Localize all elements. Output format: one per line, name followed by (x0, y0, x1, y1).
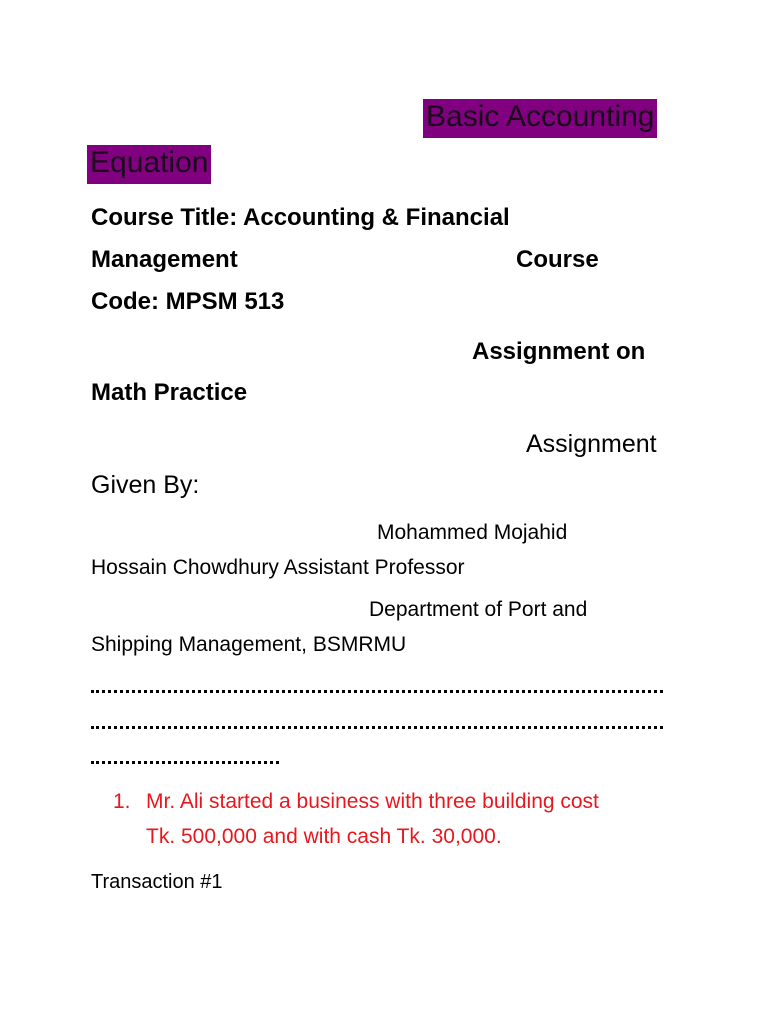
dotted-separator (91, 726, 663, 731)
course-code-line: Code: MPSM 513 (91, 288, 285, 315)
teacher-name-line-1: Mohammed Mojahid (377, 521, 568, 544)
dotted-separator (91, 690, 663, 695)
department-line-2: Shipping Management, BSMRMU (91, 633, 407, 656)
dotted-separator (91, 761, 279, 766)
department-line-1: Department of Port and (369, 598, 588, 621)
assignment-heading-line-2: Math Practice (91, 379, 248, 406)
title-line-1: Basic Accounting (423, 99, 657, 138)
title-line-2: Equation (87, 145, 211, 184)
question-text-line-1: Mr. Ali started a business with three building cost (146, 790, 599, 813)
course-title-line-2: Management (91, 246, 238, 273)
transaction-label: Transaction #1 (91, 871, 223, 893)
course-title-line: Course Title: Accounting & Financial (91, 204, 510, 231)
given-by-line-2: Given By: (91, 471, 200, 499)
question-number: 1. (113, 790, 131, 813)
assignment-heading-line-1: Assignment on (472, 338, 646, 365)
teacher-name-line-2: Hossain Chowdhury Assistant Professor (91, 556, 465, 579)
course-code-label: Course (516, 246, 599, 273)
question-text-line-2: Tk. 500,000 and with cash Tk. 30,000. (146, 825, 502, 848)
given-by-line-1: Assignment (526, 430, 657, 458)
